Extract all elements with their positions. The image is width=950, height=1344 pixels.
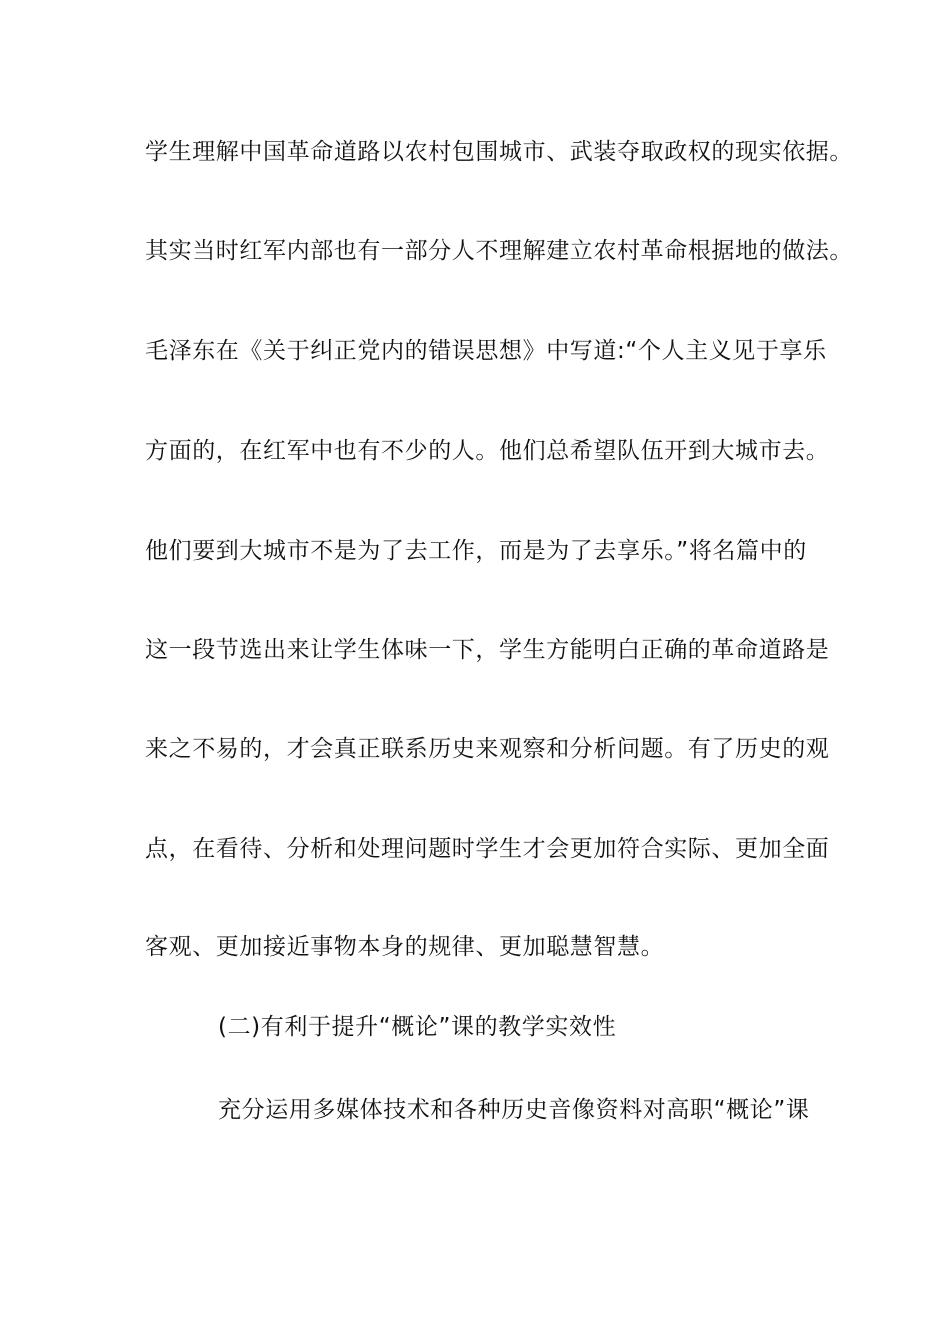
body-text-line: 学生理解中国革命道路以农村包围城市、武装夺取政权的现实依据。 [145,139,853,165]
body-text-line: 点，在看待、分析和处理问题时学生才会更加符合实际、更加全面 [145,836,830,862]
body-text-line: 这一段节选出来让学生体味一下，学生方能明白正确的革命道路是 [145,637,830,663]
body-text-line: 方面的，在红军中也有不少的人。他们总希望队伍开到大城市去。 [145,438,830,464]
section-heading: (二)有利于提升“概论”课的教学实效性 [218,1014,617,1040]
paragraph-first-line: 充分运用多媒体技术和各种历史音像资料对高职“概论”课 [218,1097,810,1123]
body-text-line: 其实当时红军内部也有一部分人不理解建立农村革命根据地的做法。 [145,238,853,264]
body-text-line: 来之不易的，才会真正联系历史来观察和分析问题。有了历史的观 [145,736,830,762]
body-text-line: 客观、更加接近事物本身的规律、更加聪慧智慧。 [145,934,665,960]
body-text-line: 毛泽东在《关于纠正党内的错误思想》中写道:“个人主义见于享乐 [145,338,827,364]
body-text-line: 他们要到大城市不是为了去工作，而是为了去享乐。”将名篇中的 [145,538,807,564]
